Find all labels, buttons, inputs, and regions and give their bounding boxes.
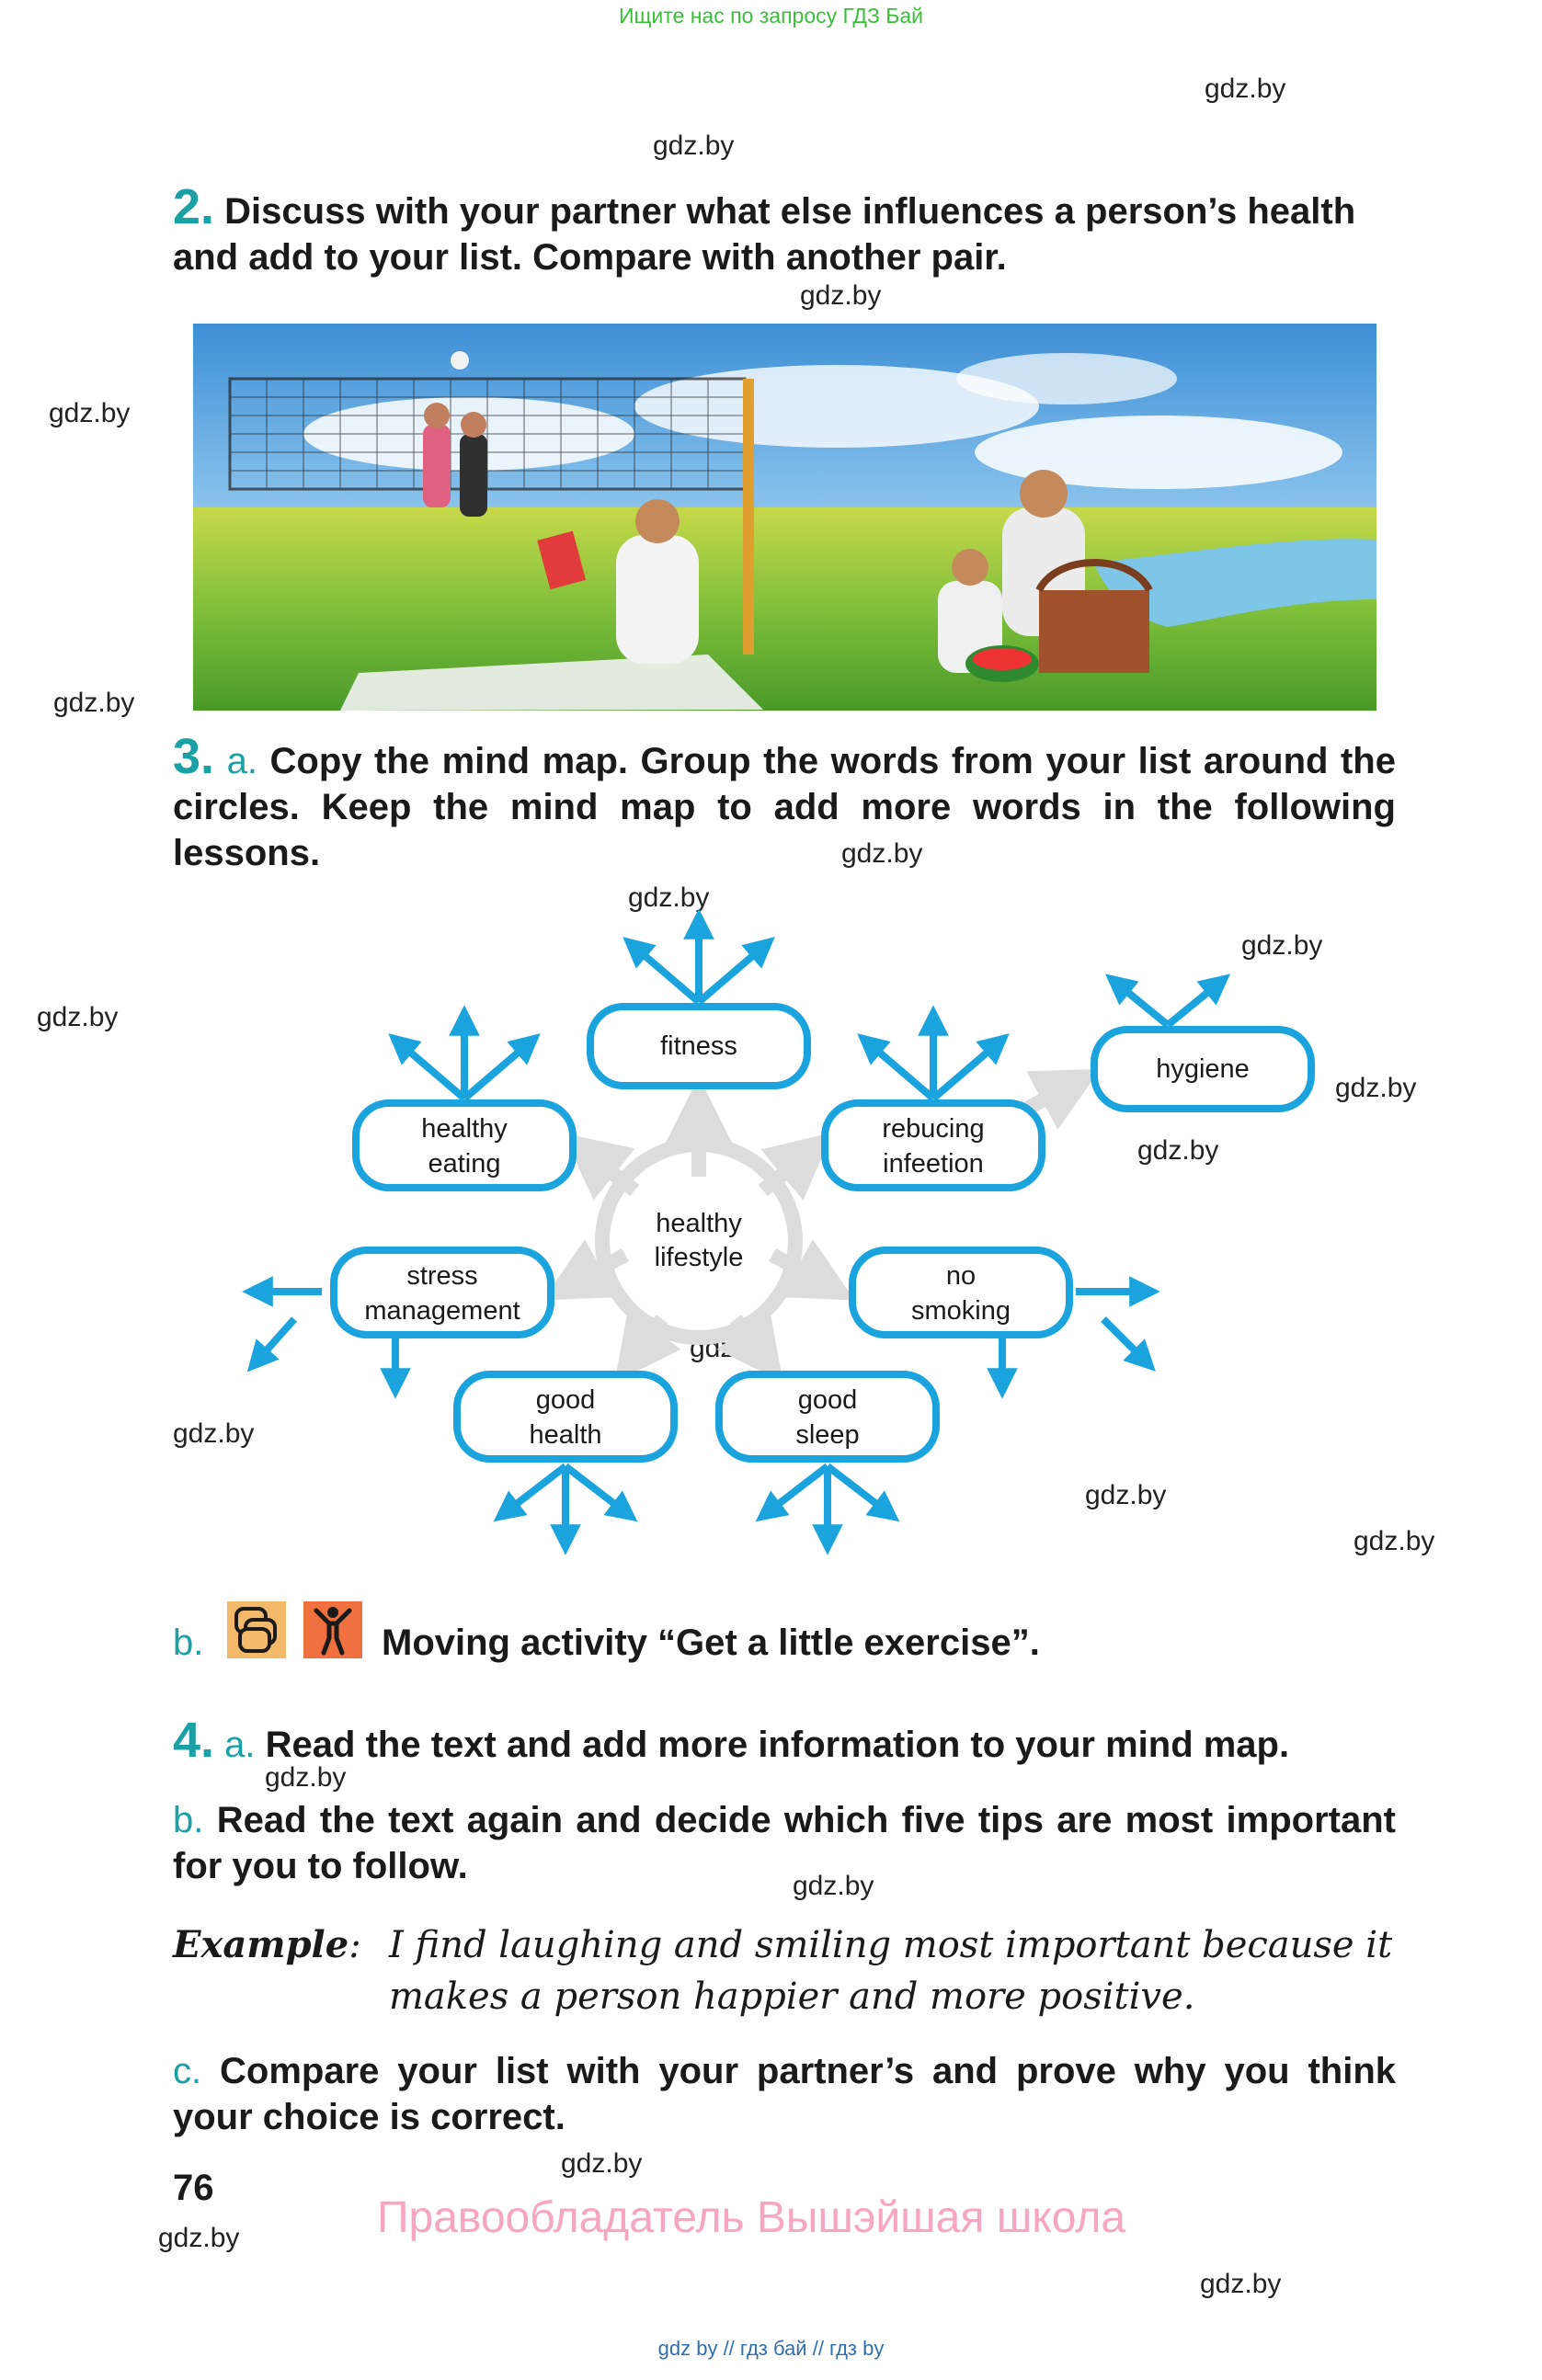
watermark: gdz.by — [561, 2148, 643, 2179]
subtask-label: c. — [173, 2051, 202, 2091]
stress-management-line2: management — [364, 1296, 520, 1326]
watermark: gdz.by — [1335, 1073, 1417, 1103]
photo-illustration — [193, 324, 1376, 711]
watermark: gdz.by — [1354, 1526, 1435, 1556]
group-work-icon — [227, 1601, 286, 1658]
task-3a — [173, 729, 1396, 876]
node-good-sleep — [719, 1374, 936, 1459]
mind-map — [239, 905, 1250, 1567]
task-number: 3. — [173, 729, 215, 784]
watermark: gdz.by — [1205, 74, 1286, 104]
reducing-infection-line2: infeetion — [883, 1149, 984, 1179]
task-4a-text: Read the text and add more information to your mind map. — [265, 1725, 1290, 1765]
task-3a-text: Copy the mind map. Group the words from your list around the circles. Keep the mind map to add more words in the following lessons. — [173, 741, 1396, 873]
watermark: gdz.by — [158, 2223, 240, 2253]
watermark: gdz.by — [841, 838, 923, 869]
healthy-eating-line1: healthy — [421, 1114, 508, 1144]
task-4c-text: Compare your list with your partner’s and prove why you think your choice is correct. — [173, 2051, 1396, 2137]
watermark: gdz.by — [793, 1871, 874, 1901]
stress-management-line1: stress — [406, 1261, 478, 1291]
center-label-line2: lifestyle — [654, 1243, 744, 1272]
node-stress-management — [334, 1250, 551, 1335]
task-4b-text: Read the text again and decide which five tips are most important for you to follow. — [173, 1800, 1396, 1886]
reducing-infection-line1: rebucing — [882, 1114, 985, 1144]
subtask-label: b. — [173, 1623, 204, 1663]
good-sleep-line1: good — [797, 1385, 858, 1415]
copyright-notice: Правообладатель Вышэйшая школа — [377, 2193, 1126, 2242]
watermark: gdz.by — [690, 1333, 771, 1363]
node-hygiene — [1094, 1030, 1311, 1109]
watermark: gdz.by — [37, 1002, 119, 1032]
task-2-text: Discuss with your partner what else influences a person’s health and add to your list. Compare with another pair. — [173, 191, 1356, 278]
example: Example: I find laughing and smiling most important because it makes a person happier and more positive. — [173, 1919, 1396, 2022]
task-number: 4. — [173, 1713, 215, 1768]
watermark: gdz.by — [49, 398, 131, 428]
task-2 — [173, 179, 1396, 280]
watermark: gdz.by — [1137, 1135, 1219, 1166]
subtask-label: a. — [224, 1725, 256, 1765]
example-text: I find laughing and smiling most important because it makes a person happier and more positive. — [389, 1924, 1393, 2018]
good-sleep-line2: sleep — [795, 1420, 860, 1450]
fitness-label: fitness — [660, 1031, 737, 1061]
subtask-label: a. — [226, 741, 257, 781]
node-no-smoking — [852, 1250, 1069, 1335]
healthy-eating-line2: eating — [428, 1149, 501, 1179]
no-smoking-line1: no — [945, 1261, 977, 1291]
task-4a — [173, 1713, 1396, 1768]
node-good-health — [457, 1374, 674, 1459]
watermark: gdz.by — [628, 883, 710, 913]
moving-person-icon — [303, 1601, 362, 1658]
subtask-label: b. — [173, 1800, 204, 1840]
no-smoking-line2: smoking — [911, 1296, 1011, 1326]
hygiene-label: hygiene — [1156, 1054, 1250, 1084]
watermark: gdz.by — [53, 688, 135, 718]
task-number: 2. — [173, 179, 215, 234]
node-healthy-eating — [356, 1103, 573, 1188]
good-health-line2: health — [529, 1420, 602, 1450]
watermark: gdz.by — [265, 1762, 347, 1793]
watermark: gdz.by — [1200, 2269, 1282, 2299]
watermark: gdz.by — [1085, 1480, 1167, 1510]
task-4b — [173, 1797, 1396, 1889]
watermark: gdz.by — [1241, 930, 1323, 961]
page-number: 76 — [173, 2168, 214, 2208]
watermark: gdz.by — [800, 280, 882, 311]
center-label-line1: healthy — [656, 1209, 742, 1238]
node-fitness — [590, 1007, 807, 1086]
watermark: gdz.by — [653, 131, 735, 161]
top-banner[interactable]: Ищите нас по запросу ГДЗ Бай — [618, 4, 924, 28]
example-label: Example — [173, 1923, 349, 1966]
node-reducing-infection — [825, 1103, 1042, 1188]
task-3b-text: Moving activity “Get a little exercise”. — [382, 1623, 1040, 1663]
task-4c — [173, 2048, 1396, 2140]
watermark: gdz.by — [173, 1418, 255, 1449]
footer-links[interactable]: gdz by // гдз бай // гдз by — [657, 2337, 885, 2360]
good-health-line1: good — [535, 1385, 596, 1415]
